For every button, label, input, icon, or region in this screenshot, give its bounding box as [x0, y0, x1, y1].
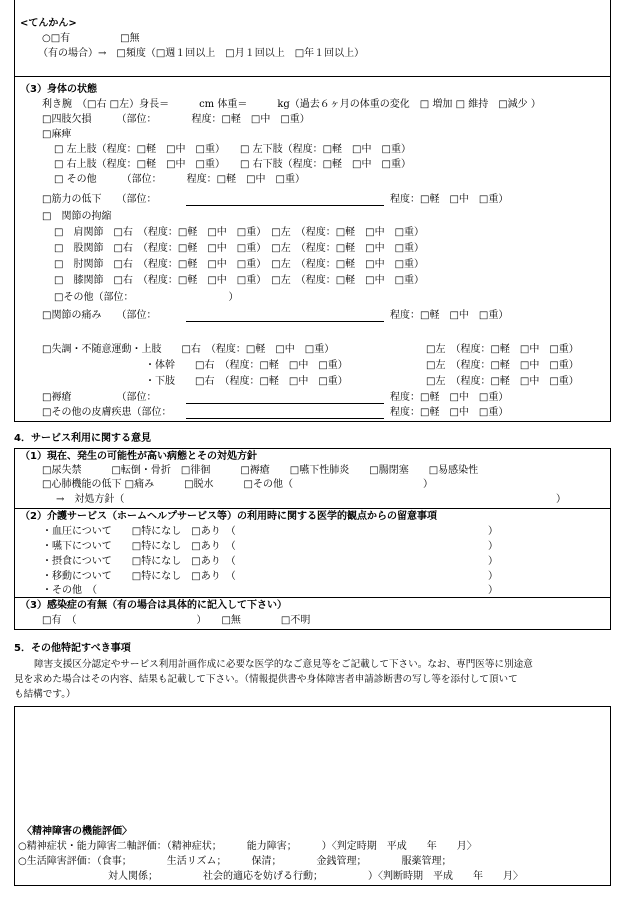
- epilepsy-heading: <てんかん>: [20, 18, 77, 29]
- shoulder-row[interactable]: □ 肩関節 □右 （程度：□軽 □中 □重） □左 （程度：□軽 □中 □重）: [54, 227, 425, 238]
- muscle-weakness-row[interactable]: □筋力の低下 （部位：: [42, 194, 157, 205]
- s1-conditions-row2[interactable]: □心肺機能の低下 □痛み □脱水 □その他（ ）: [42, 479, 433, 490]
- mental-eval-life-1[interactable]: ○生活障害評価：（食事； 生活リズム； 保清； 金銭管理； 服薬管理；: [18, 856, 452, 867]
- joint-pain-line: [186, 321, 384, 322]
- s2-swallowing[interactable]: ・嚥下について □特になし □あり （: [42, 541, 236, 552]
- epilepsy-frequency[interactable]: （有の場合）→ □頻度（□週１回以上 □月１回以上 □年１回以上）: [38, 48, 365, 59]
- s2-heading: （2）介護サービス（ホームヘルプサービス等）の利用時に関する医学的観点からの留意事項: [20, 511, 437, 522]
- s2-other[interactable]: ・その他 （: [42, 585, 97, 596]
- knee-row[interactable]: □ 膝関節 □右 （程度：□軽 □中 □重） □左 （程度：□軽 □中 □重）: [54, 275, 425, 286]
- joint-pain-severity[interactable]: 程度：□軽 □中 □重）: [390, 310, 509, 321]
- skin-disease-row[interactable]: □その他の皮膚疾患（部位：: [42, 407, 172, 418]
- skin-disease-severity[interactable]: 程度：□軽 □中 □重）: [390, 407, 509, 418]
- epilepsy-divider: [14, 76, 611, 77]
- s3-divider: [14, 597, 611, 598]
- s1-policy-row[interactable]: → 対処方針（: [56, 494, 125, 505]
- s2-divider: [14, 508, 611, 509]
- ataxia-upper-row[interactable]: □失調・不随意運動・上肢 □右 （程度：□軽 □中 □重）: [42, 344, 335, 355]
- s1-conditions-row1[interactable]: □尿失禁 □転倒・骨折 □徘徊 □褥瘡 □嚥下性肺炎 □腸閉塞 □易感染性: [42, 465, 479, 476]
- limb-loss-row[interactable]: □四肢欠損 （部位： 程度：□軽 □中 □重）: [42, 114, 310, 125]
- paralysis-other-row[interactable]: □ その他 （部位： 程度：□軽 □中 □重）: [54, 174, 305, 185]
- mental-eval-heading: 〈精神障害の機能評価〉: [22, 826, 132, 837]
- section5-paragraph-2: 見を求めた場合はその内容、結果も記載して下さい。（情報提供書や身体障害者申請診断書の写し等を添付して頂いて: [14, 674, 518, 685]
- elbow-row[interactable]: □ 肘関節 □右 （程度：□軽 □中 □重） □左 （程度：□軽 □中 □重）: [54, 259, 425, 270]
- section4-title: 4．サービス利用に関する意見: [14, 433, 151, 444]
- ataxia-trunk-row[interactable]: ・体幹 □右 （程度：□軽 □中 □重）: [145, 360, 348, 371]
- s3-heading: （3）感染症の有無（有の場合は具体的に記入して下さい）: [20, 600, 287, 611]
- ataxia-upper-left[interactable]: □左 （程度：□軽 □中 □重）: [426, 344, 579, 355]
- ataxia-trunk-left[interactable]: □左 （程度：□軽 □中 □重）: [426, 360, 579, 371]
- ataxia-lower-left[interactable]: □左 （程度：□軽 □中 □重）: [426, 376, 579, 387]
- muscle-weakness-line: [186, 205, 384, 206]
- s2-sw-close: ）: [488, 541, 498, 552]
- paralysis-row[interactable]: □麻痺: [42, 129, 72, 140]
- s2-blood-pressure[interactable]: ・血圧について □特になし □あり （: [42, 526, 236, 537]
- section5-paragraph-3: も結構です。）: [14, 689, 76, 700]
- physical-heading: （3）身体の状態: [20, 84, 97, 95]
- mental-eval-life-2[interactable]: 対人関係； 社会的適応を妨げる行動； ）〈判断時期 平成 年 月〉: [108, 871, 523, 882]
- hip-row[interactable]: □ 股関節 □右 （程度：□軽 □中 □重） □左 （程度：□軽 □中 □重）: [54, 243, 425, 254]
- section5-title: 5．その他特記すべき事項: [14, 643, 131, 654]
- contracture-other-row[interactable]: □その他（部位： ）: [54, 292, 239, 303]
- ataxia-lower-row[interactable]: ・下肢 □右 （程度：□軽 □中 □重）: [145, 376, 348, 387]
- s1-policy-close: ）: [556, 494, 566, 505]
- s2-mob-close: ）: [488, 571, 498, 582]
- muscle-weakness-severity[interactable]: 程度：□軽 □中 □重）: [390, 194, 509, 205]
- pressure-ulcer-line: [186, 403, 384, 404]
- paralysis-upper-right-row[interactable]: □ 右上肢（程度：□軽 □中 □重） □ 右下肢（程度：□軽 □中 □重）: [54, 159, 411, 170]
- pressure-ulcer-row[interactable]: □褥瘡 （部位：: [42, 392, 157, 403]
- epilepsy-presence[interactable]: ○□有 □無: [42, 33, 140, 44]
- pressure-ulcer-severity[interactable]: 程度：□軽 □中 □重）: [390, 392, 509, 403]
- s1-heading: （1）現在、発生の可能性が高い病態とその対処方針: [20, 451, 257, 462]
- s3-infection-row[interactable]: □有 （ ） □無 □不明: [42, 615, 311, 626]
- s2-mobility[interactable]: ・移動について □特になし □あり （: [42, 571, 236, 582]
- paralysis-upper-left-row[interactable]: □ 左上肢（程度：□軽 □中 □重） □ 左下肢（程度：□軽 □中 □重）: [54, 144, 411, 155]
- joint-pain-row[interactable]: □関節の痛み （部位：: [42, 310, 157, 321]
- section5-paragraph-1: 障害支援区分認定やサービス利用計画作成に必要な医学的なご意見等をご記載して下さい。なお、専門医等に別途意: [34, 659, 533, 670]
- s2-bp-close: ）: [488, 526, 498, 537]
- s2-eating[interactable]: ・摂食について □特になし □あり （: [42, 556, 236, 567]
- mental-eval-axis[interactable]: ○精神症状・能力障害二軸評価：（精神症状； 能力障害； ）〈判定時期 平成 年 月〉: [18, 841, 477, 852]
- contracture-row[interactable]: □ 関節の拘縮: [42, 211, 112, 222]
- s2-other-close: ）: [488, 585, 498, 596]
- skin-disease-line: [186, 418, 384, 419]
- s2-eat-close: ）: [488, 556, 498, 567]
- dominant-arm-row[interactable]: 利き腕 （□右 □左）身長＝ cm 体重＝ kg（過去６ヶ月の体重の変化 □ 増加 □ 維持 □減少 ）: [42, 99, 541, 110]
